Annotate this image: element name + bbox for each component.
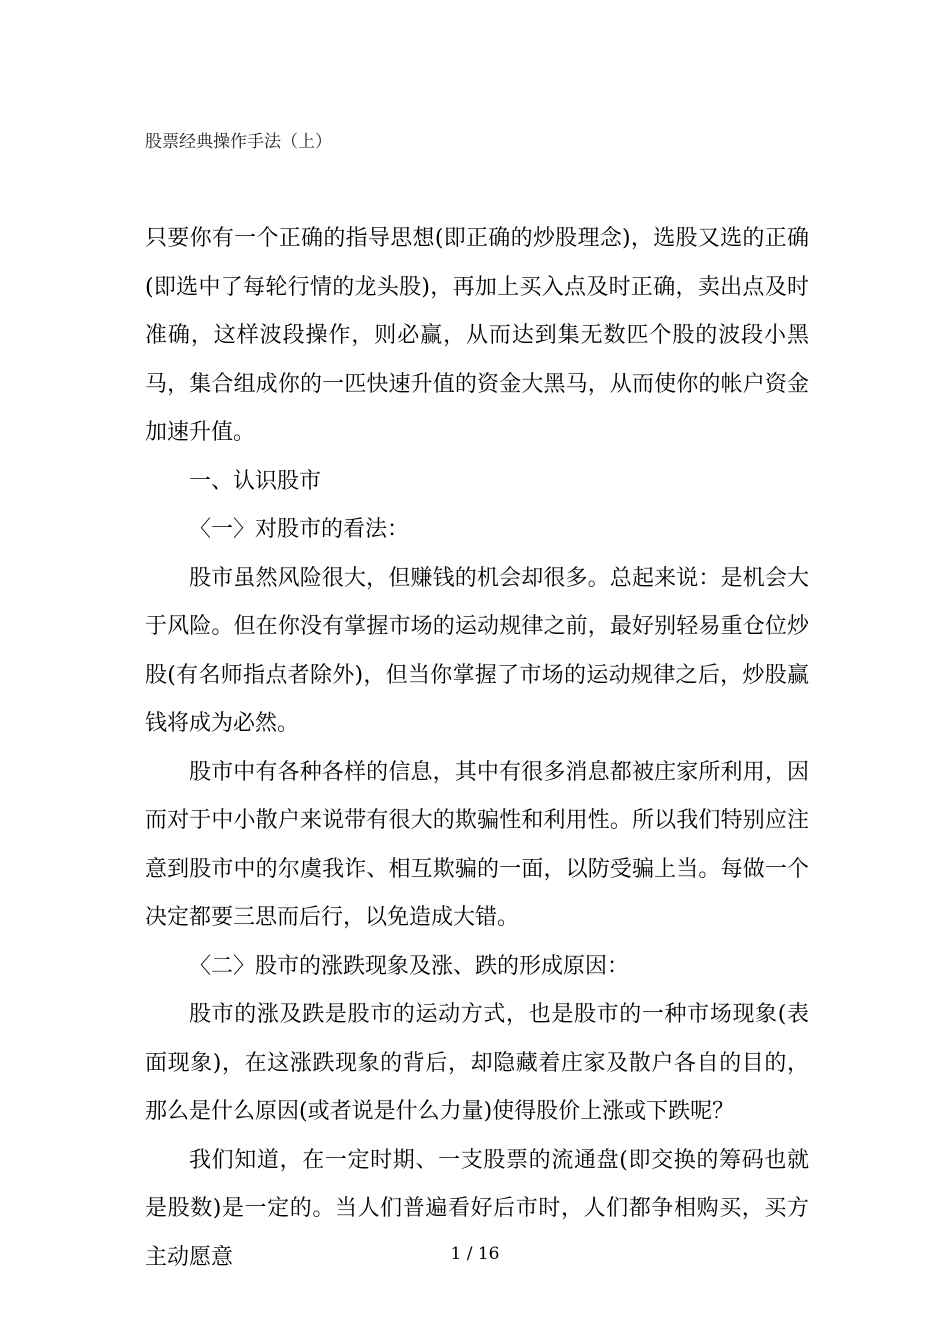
subsection-heading-1: 〈一〉对股市的看法： [189, 517, 410, 542]
page-number: 1 / 16 [450, 1244, 500, 1264]
paragraph-market-info: 股市中有各种各样的信息，其中有很多消息都被庄家所利用，因而对于中小散户来说带有很大的欺骗性和利用性。所以我们特别应注意到股市中的尔虞我诈、相互欺骗的一面，以防受骗上当。每做一个决定都要三思而后行，以免造成大错。 [145, 759, 809, 930]
subsection-heading-2: 〈二〉股市的涨跌现象及涨、跌的形成原因： [189, 953, 630, 979]
document-body [145, 215, 809, 1282]
paragraph-rise-fall: 股市的涨及跌是股市的运动方式，也是股市的一种市场现象(表面现象)，在这涨跌现象的背后，却隐藏着庄家及散户各自的目的，那么是什么原因(或者说是什么力量)使得股价上涨或下跌呢？ [145, 1002, 809, 1124]
section-heading-1: 一、认识股市 [189, 468, 322, 494]
paragraph-market-view: 股市虽然风险很大，但赚钱的机会却很多。总起来说：是机会大于风险。但在你没有掌握市场的运动规律之前，最好别轻易重仓位炒股(有名师指点者除外)，但当你掌握了市场的运动规律之后，炒股赢钱将成为必然。 [145, 565, 809, 736]
document-title: 股票经典操作手法（上） [145, 132, 332, 152]
paragraph-intro: 只要你有一个正确的指导思想(即正确的炒股理念)，选股又选的正确(即选中了每轮行情的龙头股)，再加上买入点及时正确，卖出点及时准确，这样波段操作，则必赢，从而达到集无数匹个股的波段小黑马，集合组成你的一匹快速升值的资金大黑马，从而使你的帐户资金加速升值。 [145, 226, 809, 445]
paragraph-float-supply: 我们知道，在一定时期、一支股票的流通盘(即交换的筹码也就是股数)是一定的。当人们普遍看好后市时，人们都争相购买，买方主动愿意 [145, 1147, 809, 1270]
